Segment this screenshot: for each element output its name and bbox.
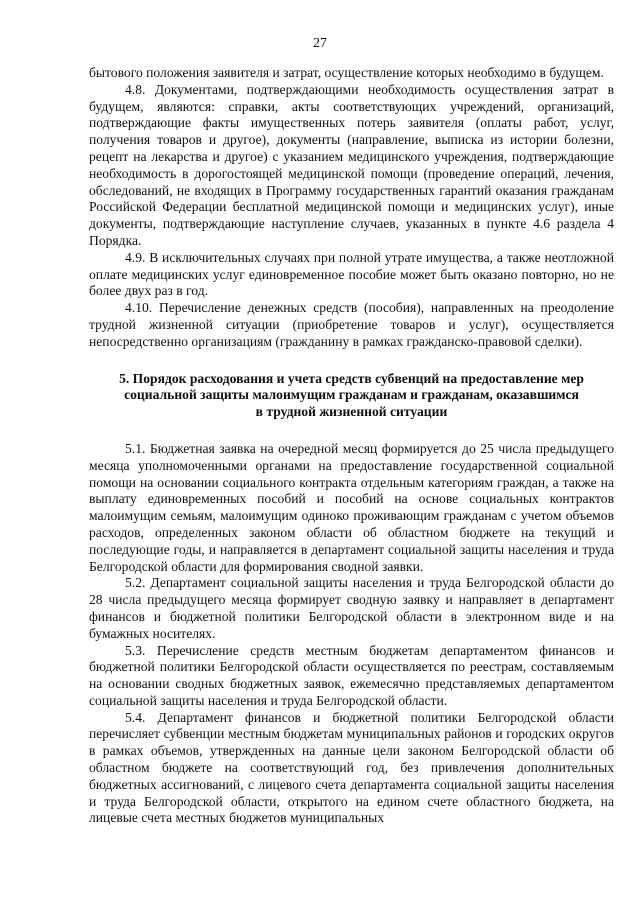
paragraph-5-2: 5.2. Департамент социальной защиты населения и труда Белгородской области до 28 числа предыдущего месяца формирует сводную заявку и направляет в департамент финансов и бюджетной политики Белгородской области в электронном виде и на бумажных носителях. <box>89 575 614 641</box>
paragraph-4-10: 4.10. Перечисление денежных средств (пособия), направленных на преодоление трудной жизненной ситуации (приобретение товаров и услуг), осуществляется непосредственно организациям (гражданину в рамках гражданско-правовой сделки). <box>89 300 614 349</box>
page-number: 27 <box>313 36 327 51</box>
paragraph-4-8: 4.8. Документами, подтверждающими необходимость осуществления затрат в будущем, являются: справки, акты соответствующих учреждений, организаций, подтверждающие факты имущественных потерь заявителя (оплаты работ, услуг, получения товаров и другое), документы (направление, выписка из истории болезни, рецепт на лекарства и другое) с указанием медицинского учреждения, подтверждающие необходимость в дорогостоящей медицинской помощи (проведение операций, лечения, обследований, не входящих в Программу государственных гарантий оказания гражданам Российской Федерации бесплатной медицинской помощи и медицинских услуг), иные документы, подтверждающие наступление случаев, указанных в пункте 4.6 раздела 4 Порядка. <box>89 81 614 248</box>
paragraph-4-7-end: бытового положения заявителя и затрат, осуществление которых необходимо в будущем. <box>89 65 604 80</box>
paragraph-5-4: 5.4. Департамент финансов и бюджетной политики Белгородской области перечисляет субвенции местным бюджетам муниципальных районов и городских округов в рамках объемов, утвержденных на данные цели законом Белгородской области об областном бюджете на соответствующий год, без привлечения дополнительных бюджетных ассигнований, с лицевого счета департамента социальной защиты населения и труда Белгородской области, открытого на едином счете областного бюджета, на лицевые счета местных бюджетов муниципальных <box>89 709 614 826</box>
section-5-heading-line-1: 5. Порядок расходования и учета средств субвенций на предоставление мер <box>119 370 584 386</box>
section-4-continuation <box>89 65 614 351</box>
paragraph-4-9: 4.9. В исключительных случаях при полной утрате имущества, а также неотложной оплате медицинских услуг единовременное пособие может быть оказано повторно, но не более двух раз в год. <box>89 249 614 299</box>
section-5-heading-line-2: социальной защиты малоимущим гражданам и гражданам, оказавшимся <box>124 387 579 403</box>
section-5-heading <box>89 371 614 421</box>
section-5-heading-line-3: в трудной жизненной ситуации <box>255 404 448 420</box>
paragraph-5-3: 5.3. Перечисление средств местным бюджетам департаментом финансов и бюджетной политики Белгородской области осуществляется по реестрам, составляемым на основании сводных бюджетных заявок, ежемесячно представляемых департаментом социальной защиты населения и труда Белгородской области. <box>89 642 614 708</box>
section-5-body <box>89 441 614 827</box>
paragraph-5-1: 5.1. Бюджетная заявка на очередной месяц формируется до 25 числа предыдущего месяца уполномоченными органами на предоставление государственной социальной помощи на основании социального контракта отдельным категориям граждан, а также на выплату единовременных пособий и пособий на основе социальных контрактов малоимущим семьям, малоимущим одиноко проживающим гражданам с учетом объемов расходов, определенных законом области об областном бюджете на текущий и последующие годы, и направляется в департамент социальной защиты населения и труда Белгородской области для формирования сводной заявки. <box>89 440 614 574</box>
